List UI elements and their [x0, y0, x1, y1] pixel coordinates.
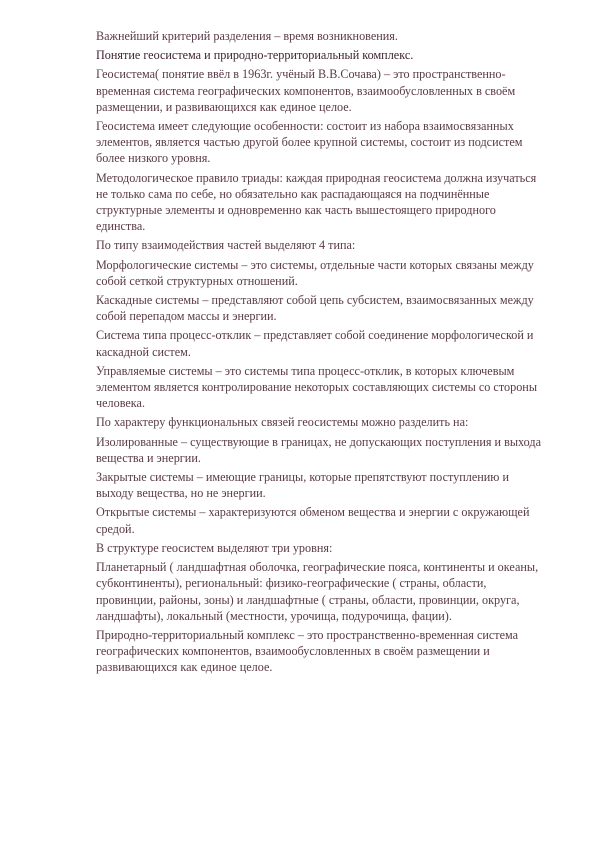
paragraph-controlled: Управляемые системы – это системы типа процесс-отклик, в которых ключевым элементом является контролирование некоторых составляющих системы со стороны человека. — [96, 363, 538, 411]
paragraph-triad-rule: Методологическое правило триады: каждая природная геосистема должна изучаться не только сама по себе, но обязательно как распадающаяся на подчинённые структурные элементы и одновременно как часть вышестоящего природного единства. — [96, 170, 537, 234]
paragraph-open: Открытые системы – характеризуются обменом вещества и энергии с окружающей средой. — [96, 505, 530, 536]
paragraph-geosystem-features: Геосистема имеет следующие особенности: состоит из набора взаимосвязанных элементов, является частью другой более крупной системы, состоит из подсистем более низкого уровня. — [96, 119, 523, 166]
paragraph-isolated: Изолированные – существующие в границах, не допускающих поступления и выхода вещества и энергии. — [96, 434, 542, 465]
paragraph-process-response: Система типа процесс-отклик – представляет собой соединение морфологической и каскадной систем. — [96, 328, 534, 359]
paragraph-levels: В структуре геосистем выделяют три уровня: — [96, 540, 333, 555]
document-page — [96, 28, 548, 679]
paragraph-criterion: Важнейший критерий разделения – время возникновения. — [96, 29, 398, 43]
paragraph-heading: Понятие геосистема и природно-территориальный комплекс. — [96, 48, 414, 63]
paragraph-closed: Закрытые системы – имеющие границы, которые препятствуют поступлению и выходу вещества, но не энергии. — [96, 470, 509, 501]
paragraph-cascade: Каскадные системы – представляют собой цепь субсистем, взаимосвязанных между собой перепадом массы и энергии. — [96, 293, 534, 324]
paragraph-functional-links: По характеру функциональных связей геосистемы можно разделить на: — [96, 415, 469, 430]
paragraph-ptk-definition: Природно-территориальный комплекс – это пространственно-временная система географических компонентов, взаимообусловленных в своём размещении и развивающихся как единое целое. — [96, 627, 519, 675]
paragraph-geosystem-definition: Геосистема( понятие ввёл в 1963г. учёный В.В.Сочава) – это пространственно-временная система географических компонентов, взаимообусловленных в своём размещении, и развивающихся как единое целое. — [96, 67, 516, 114]
paragraph-interaction-types: По типу взаимодействия частей выделяют 4 типа: — [96, 238, 356, 253]
paragraph-planetary: Планетарный ( ландшафтная оболочка, географические пояса, континенты и океаны, субконтиненты), региональный: физико-географические ( страны, области, провинции, районы, зоны) и ландшафтные ( страны, области, провинции, округа, ландшафты), локальный (местности, урочища, подурочища, фации). — [96, 560, 539, 623]
paragraph-morphological: Морфологические системы – это системы, отдельные части которых связаны между собой сеткой структурных отношений. — [96, 257, 534, 288]
